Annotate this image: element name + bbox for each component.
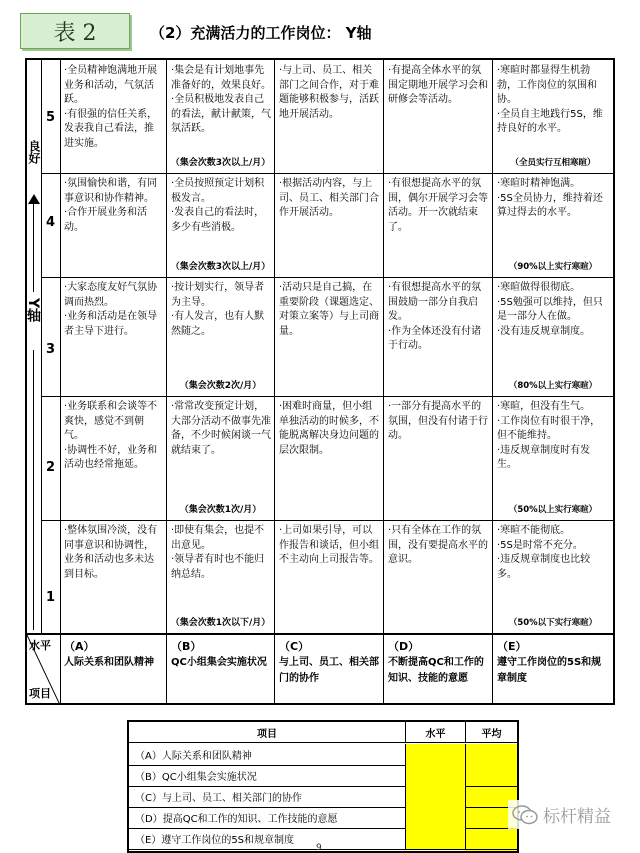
header-level-label: 水平 bbox=[29, 639, 51, 652]
level-row-5 bbox=[60, 60, 613, 174]
cell-line: ·集会是有计划地事先准备好的，效果良好。 bbox=[171, 65, 271, 91]
column-header-a bbox=[60, 635, 167, 705]
cell-5-e bbox=[493, 60, 613, 173]
header-item-label: 项目 bbox=[29, 687, 51, 700]
summary-table bbox=[127, 720, 519, 853]
cell-4-b bbox=[167, 173, 275, 277]
level-row-4 bbox=[60, 173, 613, 278]
cell-line: ·寒暄时精神饱满。 bbox=[497, 178, 581, 189]
summary-level-input[interactable] bbox=[406, 786, 466, 807]
cell-5-c bbox=[275, 60, 384, 173]
cell-line: ·业务和活动是在领导者主导下进行。 bbox=[64, 311, 158, 337]
column-name: QC小组集会实施状况 bbox=[171, 657, 267, 668]
cell-2-b bbox=[167, 396, 275, 520]
cell-note: （50%以下实行寒暄） bbox=[508, 617, 598, 628]
summary-level-input[interactable] bbox=[406, 807, 466, 828]
y-axis-column bbox=[27, 60, 61, 633]
cell-line: ·有提高全体水平的氛围定期地开展学习会和研修会等活动。 bbox=[388, 65, 488, 105]
cell-line: ·全员自主地践行5S，维持良好的水平。 bbox=[497, 108, 603, 134]
summary-item: （B）QC小组集会实施状况 bbox=[129, 765, 406, 786]
cell-line: ·领导者有时也不能归纳总结。 bbox=[171, 554, 265, 580]
column-name: 不断提高QC和工作的知识、技能的意愿 bbox=[388, 657, 484, 684]
cell-note: （集会次数1次/月） bbox=[179, 504, 262, 515]
cell-line: ·活动只是自己搞，在重要阶段（课题选定、对策立案等）与上司商量。 bbox=[279, 282, 379, 337]
cell-line: ·即使有集会，也提不出意见。 bbox=[171, 525, 265, 551]
cell-line: ·违反规章制度也比较多。 bbox=[497, 554, 591, 580]
cell-3-a bbox=[60, 277, 167, 396]
summary-header-item: 项目 bbox=[129, 722, 406, 742]
summary-item: （D）提高QC和工作的知识、工作技能的意愿 bbox=[129, 807, 406, 828]
summary-item: （C）与上司、员工、相关部门的协作 bbox=[129, 786, 406, 807]
page-number: 9 bbox=[316, 843, 322, 853]
cell-5-d bbox=[384, 60, 493, 173]
cell-1-e bbox=[493, 520, 613, 633]
cell-line: ·5S全员协力，维持着还算过得去的水平。 bbox=[497, 192, 603, 218]
column-code: （C） bbox=[279, 640, 310, 653]
wechat-icon bbox=[512, 805, 538, 825]
column-header-row bbox=[27, 633, 613, 705]
summary-row bbox=[129, 807, 517, 829]
cell-note: （80%以上实行寒暄） bbox=[508, 380, 598, 391]
cell-3-e bbox=[493, 277, 613, 396]
column-name: 人际关系和团队精神 bbox=[64, 657, 154, 668]
cell-line: ·上司如果引导，可以作报告和谈话，但小组不主动向上司报告等。 bbox=[279, 525, 379, 565]
column-header-e bbox=[493, 635, 613, 705]
cell-line: ·氛围愉快和谐，有同事意识和协作精神。 bbox=[64, 178, 158, 204]
summary-row bbox=[129, 765, 517, 787]
arrow-line-lower bbox=[33, 350, 34, 630]
summary-header-average: 平均 bbox=[481, 729, 502, 740]
page-title: （2）充满活力的工作岗位： Y轴 bbox=[150, 24, 372, 42]
cell-2-e bbox=[493, 396, 613, 520]
summary-header-level: 水平 bbox=[406, 722, 466, 742]
level-number-4: 4 bbox=[45, 215, 56, 230]
level-row-3 bbox=[60, 277, 613, 397]
cell-1-d bbox=[384, 520, 493, 633]
cell-line: ·有人发言，也有人默然随之。 bbox=[171, 311, 265, 337]
cell-5-a bbox=[60, 60, 167, 173]
cell-line: ·合作开展业务和活动。 bbox=[64, 207, 148, 233]
summary-row bbox=[129, 786, 517, 808]
level-number-1: 1 bbox=[45, 590, 56, 605]
summary-level-input[interactable] bbox=[406, 744, 466, 765]
summary-item: （E）遵守工作岗位的5S和规章制度 bbox=[129, 828, 406, 849]
cell-line: ·寒暄做得很彻底。 bbox=[497, 282, 581, 293]
cell-4-c bbox=[275, 173, 384, 277]
column-code: （A） bbox=[64, 640, 95, 653]
y-axis-side bbox=[27, 60, 42, 633]
cell-line: ·寒暄不能彻底。 bbox=[497, 525, 571, 536]
cell-note: （集会次数2次/月） bbox=[179, 380, 262, 391]
cell-line: ·有很想提高水平的氛围鼓励一部分自我启发。 bbox=[388, 282, 482, 322]
cell-note: （集会次数3次以上/月） bbox=[170, 261, 271, 272]
cell-line: ·发表自己的看法时，多少有些消极。 bbox=[171, 207, 265, 233]
cell-line: ·全员积极地发表自己的看法，献计献策，气氛活跃。 bbox=[171, 94, 271, 134]
cell-line: ·没有违反规章制度。 bbox=[497, 325, 591, 337]
column-name: 与上司、员工、相关部门的协作 bbox=[279, 657, 379, 684]
table-label-text: 表 2 bbox=[53, 20, 97, 46]
y-axis-label: Y轴 bbox=[25, 298, 41, 323]
cell-line: ·与上司、员工、相关部门之间合作，对于难题能够积极参与，活跃地开展活动。 bbox=[279, 65, 379, 120]
column-header-c bbox=[275, 635, 384, 705]
cell-line: ·寒暄，但没有生气。 bbox=[497, 401, 591, 412]
level-number-5: 5 bbox=[45, 110, 56, 125]
cell-line: ·5S勉强可以维持，但只是一部分人在做。 bbox=[497, 296, 603, 322]
cell-line: ·整体氛围冷淡，没有同事意识和协调性，业务和活动也多未达到目标。 bbox=[64, 525, 158, 580]
cell-2-d bbox=[384, 396, 493, 520]
cell-line: ·根据活动内容，与上司、员工、相关部门合作开展活动。 bbox=[279, 178, 379, 218]
cell-line: ·有很强的信任关系，发表我自己看法，推进实施。 bbox=[64, 108, 158, 149]
cell-line: ·有很想提高水平的氛围，偶尔开展学习会等活动。开一次就结束了。 bbox=[388, 178, 488, 233]
cell-2-a bbox=[60, 396, 167, 520]
summary-row bbox=[129, 828, 517, 850]
summary-level-input[interactable] bbox=[406, 765, 466, 786]
cell-line: ·按计划实行，领导者为主导。 bbox=[171, 282, 265, 308]
arrow-up-icon bbox=[28, 194, 40, 204]
evaluation-grid bbox=[25, 58, 615, 705]
column-header-b bbox=[167, 635, 275, 705]
cell-3-d bbox=[384, 277, 493, 396]
column-code: （B） bbox=[171, 640, 202, 653]
cell-note: （全员实行互相寒暄） bbox=[510, 157, 596, 168]
cell-line: ·协调性不好，业务和活动也经常拖延。 bbox=[64, 444, 158, 470]
cell-line: ·困难时商量，但小组单独活动的时候多，不能脱离解决身边问题的层次限制。 bbox=[279, 401, 379, 456]
cell-line: ·业务联系和会谈等不爽快，感觉不到朝气。 bbox=[64, 401, 158, 441]
cell-note: （集会次数1次以下/月） bbox=[170, 617, 271, 628]
level-number-3: 3 bbox=[45, 342, 56, 357]
watermark-text: 标杆精益 bbox=[543, 807, 611, 827]
table-label bbox=[20, 13, 130, 49]
cell-note: （集会次数3次以上/月） bbox=[170, 157, 271, 168]
level-number-2: 2 bbox=[45, 460, 56, 475]
summary-level-input[interactable] bbox=[406, 828, 466, 849]
cell-note: （90%以上实行寒暄） bbox=[508, 261, 598, 272]
header-corner bbox=[27, 635, 61, 705]
good-label: 良好 bbox=[27, 140, 41, 164]
arrow-line bbox=[33, 202, 34, 292]
watermark bbox=[508, 800, 615, 829]
level-row-1 bbox=[60, 520, 613, 634]
summary-row bbox=[129, 744, 517, 766]
cell-1-a bbox=[60, 520, 167, 633]
cell-line: ·作为全体还没有付诸于行动。 bbox=[388, 325, 482, 351]
cell-4-d bbox=[384, 173, 493, 277]
cell-line: ·5S是时常不充分。 bbox=[497, 539, 583, 551]
cell-line: ·工作岗位有时很干净，但不能维持。 bbox=[497, 415, 601, 441]
cell-1-c bbox=[275, 520, 384, 633]
cell-line: ·一部分有提高水平的氛围，但没有付诸于行动。 bbox=[388, 401, 488, 441]
cell-line: ·全员按照预定计划积极发言。 bbox=[171, 178, 265, 204]
cell-line: ·全员精神饱满地开展业务和活动，气氛活跃。 bbox=[64, 65, 158, 105]
cell-4-a bbox=[60, 173, 167, 277]
cell-line: ·违反规章制度时有发生。 bbox=[497, 444, 591, 470]
column-code: （E） bbox=[497, 640, 527, 653]
cell-line: ·寒暄时都显得生机勃勃，工作岗位的氛围和协。 bbox=[497, 65, 597, 105]
level-row-2 bbox=[60, 396, 613, 521]
cell-1-b bbox=[167, 520, 275, 633]
summary-header-row bbox=[129, 722, 517, 743]
summary-item: （A）人际关系和团队精神 bbox=[129, 744, 406, 765]
column-name: 遵守工作岗位的5S和规章制度 bbox=[497, 657, 602, 684]
cell-3-b bbox=[167, 277, 275, 396]
column-header-d bbox=[384, 635, 493, 705]
cell-line: ·只有全体在工作的氛围，没有要提高水平的意识。 bbox=[388, 525, 488, 565]
column-code: （D） bbox=[388, 640, 420, 653]
cell-3-c bbox=[275, 277, 384, 396]
cell-4-e bbox=[493, 173, 613, 277]
cell-line: ·常常改变预定计划，大部分活动不做事先准备，不少时候闲谈一气就结束了。 bbox=[171, 401, 271, 456]
cell-2-c bbox=[275, 396, 384, 520]
cell-line: ·大家态度友好气氛协调而热烈。 bbox=[64, 282, 158, 308]
cell-5-b bbox=[167, 60, 275, 173]
cell-note: （50%以上实行寒暄） bbox=[508, 504, 598, 515]
